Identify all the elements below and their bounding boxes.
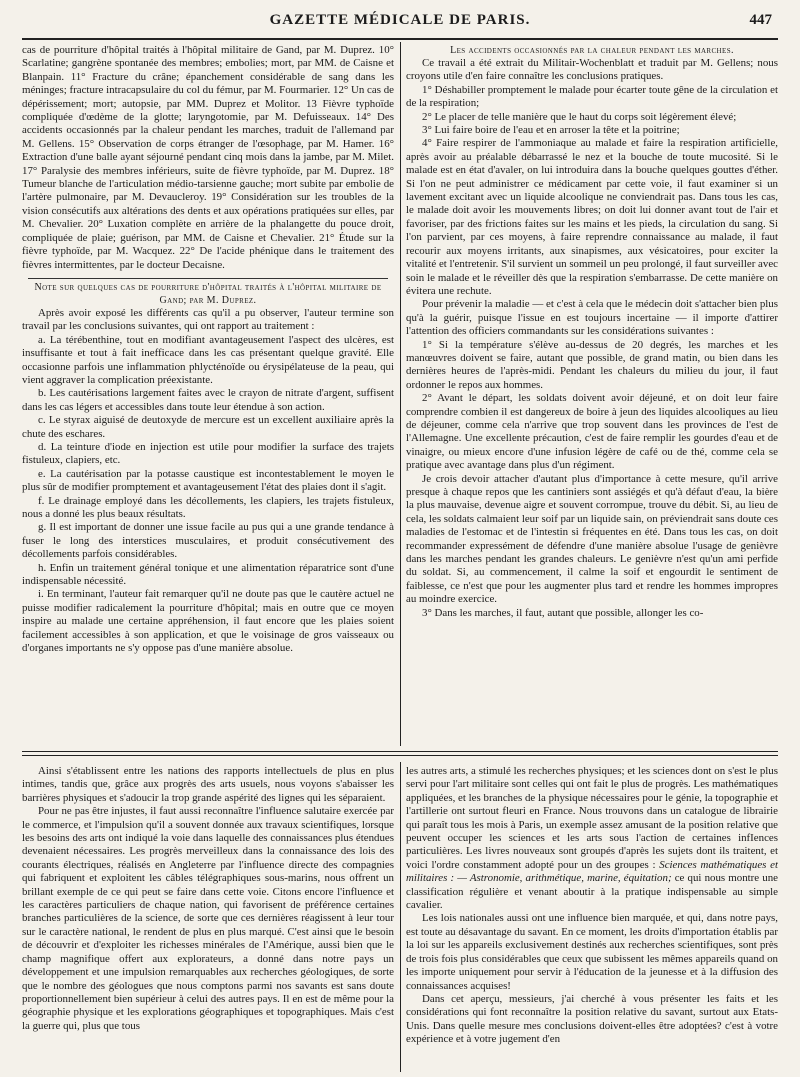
essay-paragraph bbox=[406, 765, 778, 912]
contents-list: cas de pourriture d'hôpital traités à l'hôpital militaire de Gand, par M. Duprez. 10° Scarlatine; gangrène spontanée des membres; embolies; mort, par MM. de Caisne et Blanpain. 11° Fracture du crâne; épanchement considérable de sang dans les méninges; fracture intracapsulaire du col du fémur, par M. Fourmarier. 12° Un cas de dépérissement; mort; autopsie, par MM. Duprez et Molitor. 13 Fièvre typhoïde compliquée d'œdème de la glotte; laryngotomie, par M. Defuisseaux. 14° Des accidents occasionnés par la chaleur pendant les marches, traduit de l'allemand par M. Gellens. 15° Observation de corps étranger de l'œsophage, par M. Hamer. 16° Extraction d'une balle ayant séjourné pendant cinq mois dans la jambe, par M. Milet. 17° Paralysie des membres inférieurs, suite de fièvre typhoïde, par M. Duprez. 18° Tumeur blanche de l'articulation médio-tarsienne gauche; mort subite par embolie de l'artère pulmonaire, par M. Devaucleroy. 19° Considération sur les troubles de la vision consécutifs aux altérations des dents et aux opérations pratiquées sur elles, par M. Chevalier. 20° Luxation complète en arrière de la phalangette du pouce droit, compliquée de plaie; guérison, par MM. de Caisne et Chevalier. 21° Étude sur la fièvre typhoïde, par M. Wacquez. 22° De l'acide phénique dans le traitement des fièvres intermittentes, par le docteur Decaisne. bbox=[22, 44, 394, 271]
rule-item: 2° Le placer de telle manière que le haut du corps soit légèrement élevé; bbox=[422, 110, 737, 123]
conclusion-item: c. Le styrax aiguisé de deutoxyde de mercure est un excellent auxiliaire après la chute des eschares. bbox=[22, 414, 394, 440]
conclusion-item: d. La teinture d'iode en injection est utile pour modifier la surface des trajets fistuleux, clapiers, etc. bbox=[22, 440, 394, 467]
rule-item: 1° Déshabiller promptement le malade pour écarter toute gêne de la circulation et de la respiration; bbox=[406, 83, 778, 110]
column-divider-lower bbox=[400, 762, 401, 1072]
consideration-item: 3° Dans les marches, il faut, autant que possible, allonger les co- bbox=[422, 606, 704, 619]
essay-paragraph: Ainsi s'établissent entre les nations des rapports intellectuels de plus en plus intimes, tandis que, grâce aux progrès des arts usuels, nous voyons s'abaisser les barrières physiques et s'adoucir la trop grande aspérité des lignes qui les séparaient. bbox=[22, 765, 394, 804]
lower-right-column bbox=[406, 765, 778, 1071]
essay-text: ce qui nous montre une classification régulière et venant aboutir à la pratique indispensable au simple cavalier. bbox=[406, 872, 778, 912]
section-lead: Après avoir exposé les différents cas qu'il a pu observer, l'auteur termine son travail par les conclusions suivantes, qui ont rapport au traitement : bbox=[22, 306, 394, 333]
consideration-item: 2° Avant le départ, les soldats doivent avoir déjeuné, et on doit leur faire comprendre combien il est dangereux de boire à jeun des liquides alcooliques au lieu de déjeuner, comme cela n'arrive que trop souvent dans les provinces de l'est de l'Allemagne. Une excellente précaution, c'est de faire remplir les gourdes d'eau et de vinaigre, ou mieux encore d'une infusion légère de café ou de thé, comme cela se pratique avec avantage dans plus d'un régiment. bbox=[406, 392, 778, 472]
conclusion-item: a. La térébenthine, tout en modifiant avantageusement l'aspect des ulcères, est insuffisante et tout à fait inefficace dans les cas présentant quelque gravité. Elle occasionne parfois une inflammation phlycténoïde ou érysipélateuse de la peau, qui vient aggraver la complication préexistante. bbox=[22, 333, 394, 386]
conclusion-item: i. En terminant, l'auteur fait remarquer qu'il ne doute pas que le cautère actuel ne puisse modifier radicalement la pourriture d'hôpital; mais en outre que ce moyen inspire au malade une certaine appréhension, il faut encore que les plaies soient facilement accessibles à son application, et que le voisinage de gros vaisseaux ou d'organes importants ne s'y oppose pas d'une manière absolue. bbox=[22, 588, 394, 655]
rule-item: 4° Faire respirer de l'ammoniaque au malade et faire la respiration artificielle, après avoir au préalable débarrassé le nez et la bouche de toute mucosité. Si le malade est en état d'avaler, on lui introduira dans la bouche quelques gouttes d'éther. Si l'on ne peut administrer ce médicament par cette voie, il faut examiner si un lavement excitant avec un liquide alcoolique ne conviendrait pas. Dans tous les cas, le malade doit avoir les mouvements libres; on doit lui donner avant tout de l'air et favoriser, par des frictions faites sur les mains et les pieds, la circulation du sang. Si l'on parvient, par ces moyens, à faire reprendre connaissance au malade, il faut recourir aux moyens irritants, aux sinapismes, aux vésicatoires, pour exciter la vitalité et l'entretenir. S'il survient un sommeil un peu prolongé, il faut surveiller avec soin le malade et le réveiller dès que la respiration s'embarrasse. De cette manière on évitera une rechute. bbox=[406, 137, 778, 297]
essay-paragraph: Pour ne pas être injustes, il faut aussi reconnaître l'influence salutaire exercée par le commerce, et l'impulsion qu'il a souvent donnée aux travaux scientifiques, lorsque les besoins des arts ont indiqué la voie dans laquelle des connaissances plus étendues devenaient nécessaires. Les progrès merveilleux dans la connaissance des lois des courants électriques, réalisés en Angleterre par l'influence directe des compagnies qui fabriquent et exploitent les câbles télégraphiques sous-marins, nous offrent un brillant exemple de ce qui peut se faire dans cette voie. Citons encore l'influence et les caractères particuliers de chaque nation, qui favorisent de préférence certaines branches particulières de la science, de sorte que ces dernières réagissent à leur tour sur le caractère national, le rendent de plus en plus marqué. C'est ainsi que le besoin de découvrir et d'exploiter les richesses minérales de l'Amérique, aussi bien que le champ magnifique offert aux explorateurs, a donné dans notre pays un développement et une impulsion remarquables aux recherches géologiques, de sorte que le nombre des géologues que nous comptons parmi nos savants est sans doute proportionnellement bien supérieur à celui des autres pays. Il en est de même pour la géographie physique et les explorations géographiques et topographiques. Mais c'est la guerre qui, plus que tous bbox=[22, 805, 394, 1032]
conclusion-item: h. Enfin un traitement général tonique et une alimentation réparatrice sont d'une indispensable nécessité. bbox=[22, 561, 394, 588]
upper-right-column bbox=[406, 44, 778, 746]
essay-text: les autres arts, a stimulé les recherches physiques; et les sciences dont on s'est le plus servi pour l'art militaire sont celles qui ont fait le plus de progrès. Les mathématiques appliquées, et les branches de la physique nécessaires pour le génie, la topographie et l'artillerie ont surtout fleuri en France. Nous trouvons dans un catalogue de librairie qui paraît tous les mois à Paris, un exemple assez amusant de la position relative que peuvent occuper les sciences et les arts sous l'action de certaines infIences particulières. Les livres nouveaux sont groupés d'après les sujets dont ils traitent, et voici l'ordre constamment adopté pour un des groupes : bbox=[406, 765, 778, 871]
conclusion-item: b. Les cautérisations largement faites avec le crayon de nitrate d'argent, suffisent dans les cas légers et accessibles dans toute leur étendue à son action. bbox=[22, 387, 394, 413]
rule-item: 3° Lui faire boire de l'eau et en arroser la tête et la poitrine; bbox=[422, 124, 680, 137]
upper-left-column bbox=[22, 44, 394, 746]
column-divider-upper bbox=[400, 42, 401, 746]
header-rule bbox=[22, 38, 778, 40]
feuilleton-rule-bottom bbox=[22, 755, 778, 756]
consideration-item: Je crois devoir attacher d'autant plus d'importance à cette mesure, qu'il arrive presque à chaque repos que les cantiniers sont assiégés et qu'à défaut d'eau, la bière la plus mauvaise, devenue aigre et souvent corrompue, trouve du débit. Si, au lieu de cela, les soldats calmaient leur soif par un liquide sain, on préviendrait sans doute ces maladies de l'estomac et de l'intestin si fréquentes en été. Dans tous les cas, on doit recommander expressément de défendre d'une manière absolue l'usage de genièvre dans les marches pendant les grandes chaleurs. Le genièvre n'est qu'un ami perfide du soldat. Si, au commencement, il calme la soif et engourdit le sentiment de faiblesse, ce n'est que pour les augmenter plus tard et rendre les hommes impropres au moindre exercice. bbox=[406, 472, 778, 606]
prevention-lead: Pour prévenir la maladie — et c'est à cela que le médecin doit s'attacher bien plus qu'à la guérir, puisque l'issue en est toujours incertaine — il importe d'attirer l'attention des officiers commandants sur les considérations suivantes : bbox=[406, 298, 778, 338]
conclusion-item: e. La cautérisation par la potasse caustique est incontestablement le moyen le plus sûr de modifier promptement et avantageusement l'état des plaies dont il s'agit. bbox=[22, 467, 394, 494]
section-divider bbox=[28, 278, 388, 279]
essay-italic-text: Sciences mathématiques et militaires : — Astronomie, arithmétique, marine, équitation; bbox=[406, 858, 778, 885]
page-header bbox=[22, 12, 778, 36]
lower-left-column bbox=[22, 765, 394, 1071]
essay-paragraph: Dans cet aperçu, messieurs, j'ai cherché à vous présenter les faits et les considérations qui font reconnaître la position relative du savant, surtout aux Etats-Unis. Dans quelle mesure mes conclusions doivent-elles être adoptées? c'est à votre expérience et à votre jugement d'en bbox=[406, 992, 778, 1046]
section-title-chaleur: Les accidents occasionnés par la chaleur pendant les marches. bbox=[450, 45, 734, 56]
section-title-pourriture: Note sur quelques cas de pourriture d'hôpital traités à l'hôpital militaire de Gand; par M. Duprez. bbox=[34, 281, 382, 306]
consideration-item: 1° Si la température s'élève au-dessus de 20 degrés, les marches et les manœuvres doivent se faire, autant que possible, de grand matin, ou bien dans les dernières heures de l'après-midi. Pendant les chaleurs du milieu du jour, il faut ordonner le repos aux hommes. bbox=[406, 338, 778, 391]
feuilleton-rule-top bbox=[22, 751, 778, 752]
conclusion-item: f. Le drainage employé dans les décollements, les clapiers, les trajets fistuleux, nous a donné les plus beaux résultats. bbox=[22, 494, 394, 520]
conclusion-item: g. Il est important de donner une issue facile au pus qui a une grande tendance à fuser le long des interstices musculaires, et produit consécutivement des décollements parfois considérables. bbox=[22, 521, 394, 561]
page-number: 447 bbox=[749, 12, 772, 28]
journal-title: GAZETTE MÉDICALE DE PARIS. bbox=[269, 12, 531, 28]
essay-paragraph: Les lois nationales aussi ont une influence bien marquée, et qui, dans notre pays, est toute au désavantage du savant. En ce moment, les droits d'importation établis par la loi sur les appareils exclusivement destinés aux recherches scientifiques, sont près de trois fois plus considérables que ceux que subissent les mêmes appareils quand on les importe uniquement pour servir à l'éducation de la jeunesse et à la diffusion des connaissances acquises! bbox=[406, 912, 778, 992]
section-lead: Ce travail a été extrait du Militair-Wochenblatt et traduit par M. Gellens; nous croyons utile d'en faire connaître les conclusions pratiques. bbox=[406, 57, 778, 83]
